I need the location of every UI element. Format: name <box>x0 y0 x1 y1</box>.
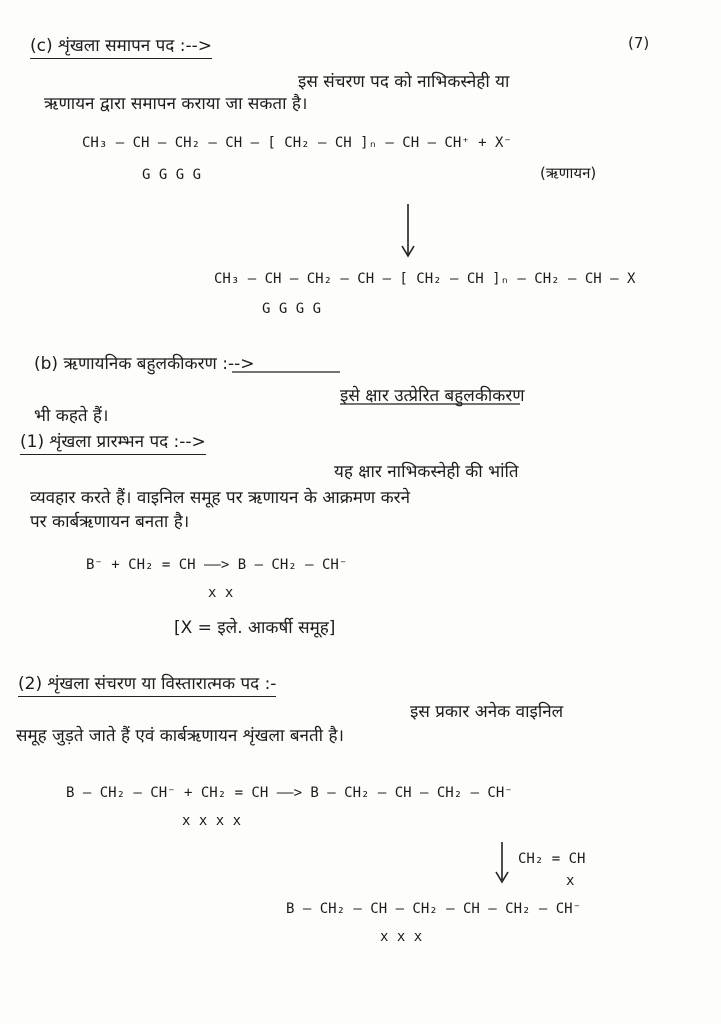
step2-heading: (2) शृंखला संचरण या विस्तारात्मक पद :- <box>18 676 276 697</box>
termination-g-substituents: G G G G <box>142 167 202 183</box>
added-monomer-x: x <box>566 873 575 889</box>
step1-line2: व्यवहार करते हैं। वाइनिल समूह पर ऋणायन के आक्रमण करने <box>30 488 411 508</box>
propagation-x-substituents: x x x x <box>182 813 242 829</box>
step1-line1: यह क्षार नाभिकस्नेही की भांति <box>334 462 519 482</box>
termination-equation-product: CH₃ – CH – CH₂ – CH – [ CH₂ – CH ]ₙ – CH₂ – CH – X <box>214 271 636 287</box>
section-b-heading: (b) ऋणायनिक बहुलकीकरण :--> <box>34 354 255 374</box>
termination-equation-reactants: CH₃ – CH – CH₂ – CH – [ CH₂ – CH ]ₙ – CH – CH⁺ + X⁻ <box>82 135 512 151</box>
section-c-line1: इस संचरण पद को नाभिकस्नेही या <box>298 72 510 92</box>
anion-note: (ऋणायन) <box>540 164 597 182</box>
section-b-line2: भी कहते हैं। <box>34 406 109 426</box>
chain-product: B – CH₂ – CH – CH₂ – CH – CH₂ – CH⁻ <box>286 901 582 917</box>
step1-line3: पर कार्बऋणायन बनता है। <box>30 512 190 532</box>
step2-line1: इस प्रकार अनेक वाइनिल <box>410 702 564 722</box>
section-b-line1: इसे क्षार उत्प्रेरित बहुलकीकरण <box>340 386 525 406</box>
step1-heading: (1) शृंखला प्रारम्भन पद :--> <box>20 434 206 455</box>
added-monomer: CH₂ = CH <box>518 851 586 867</box>
page-number: (7) <box>628 34 650 52</box>
product-g-substituents: G G G G <box>262 301 322 317</box>
chain-product-x: x x x <box>380 929 423 945</box>
section-c-heading: (c) शृंखला समापन पद :--> <box>30 38 212 59</box>
initiation-equation: B⁻ + CH₂ = CH ——> B – CH₂ – CH⁻ <box>86 557 348 573</box>
section-c-line2: ऋणायन द्वारा समापन कराया जा सकता है। <box>44 94 308 114</box>
initiation-x-substituents: x x <box>208 585 234 601</box>
x-group-note: [X = इले. आकर्षी समूह] <box>174 618 336 638</box>
propagation-equation: B – CH₂ – CH⁻ + CH₂ = CH ——> B – CH₂ – CH – CH₂ – CH⁻ <box>66 785 513 801</box>
step2-line2: समूह जुड़ते जाते हैं एवं कार्बऋणायन शृंखला बनती है। <box>16 726 344 746</box>
